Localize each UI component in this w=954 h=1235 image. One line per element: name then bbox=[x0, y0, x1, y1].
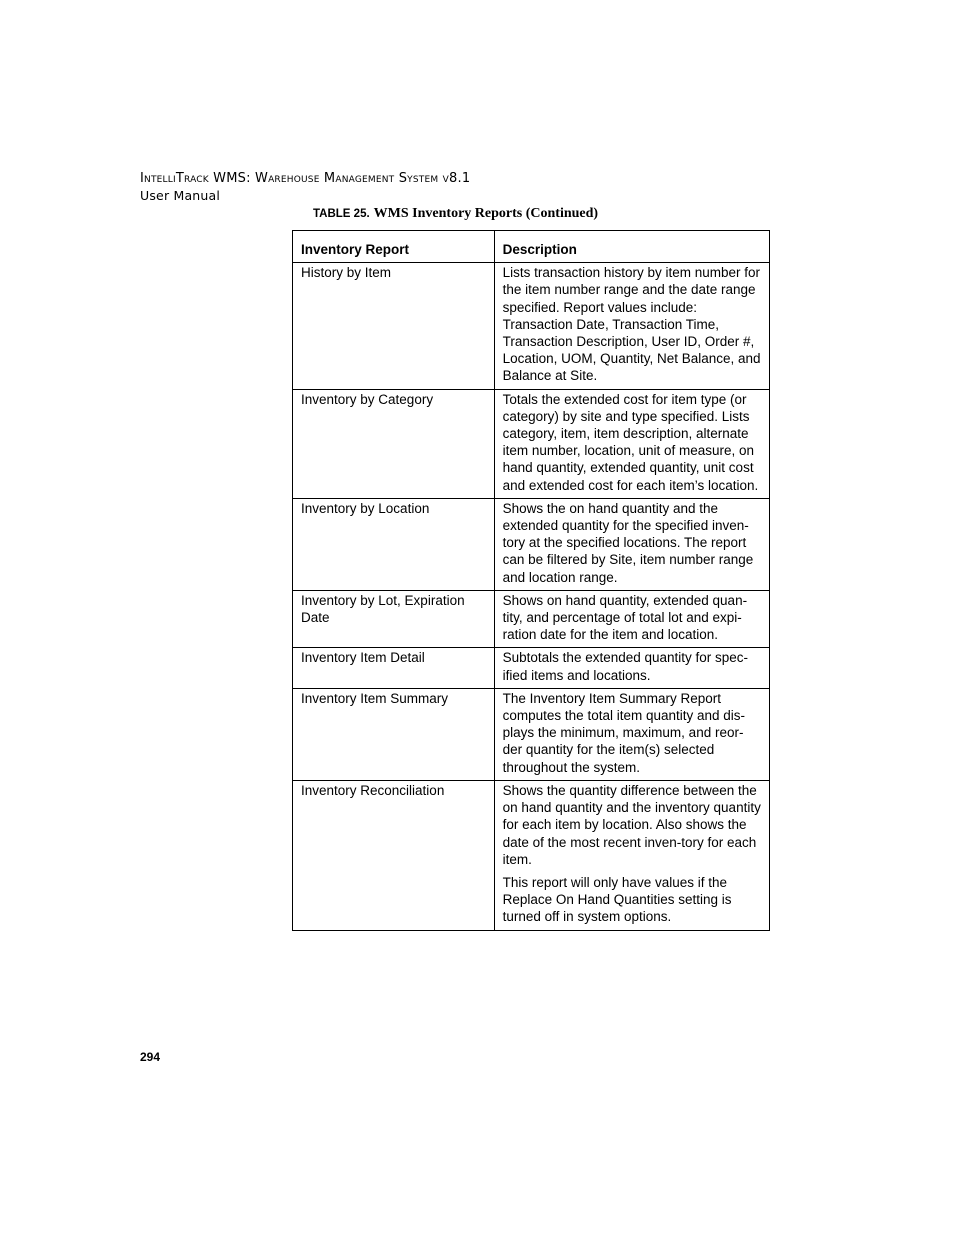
description-text: The Inventory Item Summary Report computes the total item quantity and dis-plays the minimum, maximum, and reor-der quantity for the item(s) selected throughout the system. bbox=[502, 690, 746, 775]
running-head bbox=[140, 170, 470, 204]
report-name: Inventory Item Detail bbox=[293, 648, 495, 688]
table-title: WMS Inventory Reports (Continued) bbox=[373, 206, 599, 221]
description-text: Shows the on hand quantity and the extended quantity for the specified inven-tory at the specified locations. The report can be filtered by Site, item number range and location range. bbox=[502, 500, 754, 585]
table-header-row bbox=[293, 231, 770, 263]
column-header-description: Description bbox=[494, 231, 769, 263]
report-description bbox=[494, 389, 769, 498]
description-text: Lists transaction history by item number for the item number range and the date range specified. Report values include: Transaction Date, Transaction Time, Transaction Description, User ID, Order #, Location, UOM, Quantity, Net Balance, and Balance at Site. bbox=[502, 265, 761, 384]
description-text: Shows on hand quantity, extended quan-tity, and percentage of total lot and expi-ration date for the item and location. bbox=[502, 592, 748, 643]
report-name: History by Item bbox=[293, 263, 495, 389]
report-name: Inventory Item Summary bbox=[293, 688, 495, 780]
table-row bbox=[293, 590, 770, 648]
inventory-reports-table bbox=[292, 230, 770, 931]
description-text: Shows the quantity difference between the on hand quantity and the inventory quantity for each item by location. Also shows the date of the most recent inven-tory for each item. bbox=[502, 782, 761, 867]
page-number: 294 bbox=[140, 1050, 161, 1064]
report-name: Inventory by Location bbox=[293, 498, 495, 590]
table-number: TABLE 25. bbox=[313, 208, 370, 220]
report-name: Inventory by Lot, Expiration Date bbox=[293, 590, 495, 648]
table-caption bbox=[313, 206, 598, 222]
description-note: This report will only have values if the Replace On Hand Quantities setting is turned off in system options. bbox=[502, 874, 732, 925]
description-text: Subtotals the extended quantity for spec-ified items and locations. bbox=[502, 650, 749, 683]
document-title: IntelliTrack WMS: Warehouse Management System v8.1 bbox=[140, 171, 471, 186]
table-row bbox=[293, 263, 770, 389]
report-description bbox=[494, 498, 769, 590]
table-row bbox=[293, 688, 770, 780]
report-description bbox=[494, 648, 769, 688]
description-text: Totals the extended cost for item type (or category) by site and type specified. Lists category, item, item description, alternate item number, location, unit of measure, on hand quantity, extended quantity, unit cost and extended cost for each item’s location. bbox=[502, 391, 759, 493]
report-description bbox=[494, 780, 769, 930]
table-row bbox=[293, 780, 770, 930]
report-description bbox=[494, 590, 769, 648]
report-description bbox=[494, 688, 769, 780]
table-row bbox=[293, 498, 770, 590]
column-header-report: Inventory Report bbox=[293, 231, 495, 263]
report-name: Inventory Reconciliation bbox=[293, 780, 495, 930]
table-row bbox=[293, 389, 770, 498]
report-name: Inventory by Category bbox=[293, 389, 495, 498]
report-description bbox=[494, 263, 769, 389]
table-row bbox=[293, 648, 770, 688]
document-subtitle: User Manual bbox=[140, 188, 221, 203]
